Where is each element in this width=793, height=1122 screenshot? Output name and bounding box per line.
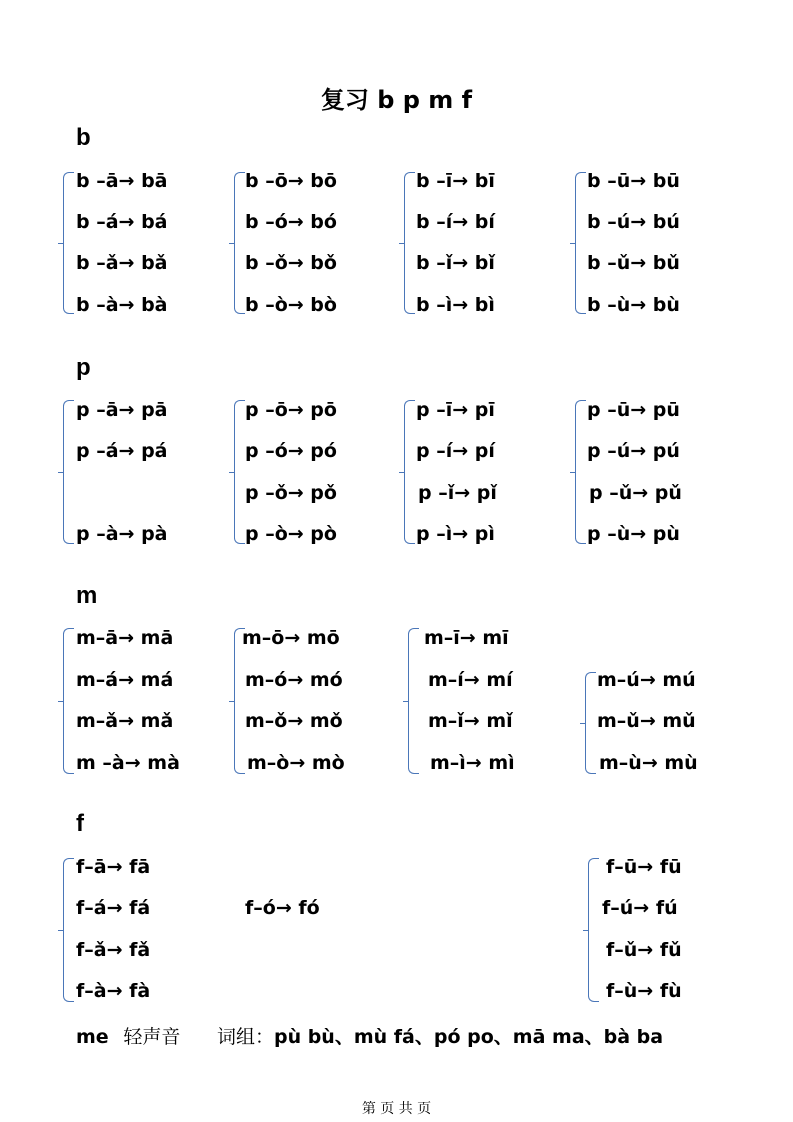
words-label: 词组：: [216, 1026, 274, 1048]
syllable-row: m–ò→ mò: [247, 752, 345, 774]
syllable-row: b –ǒ→ bǒ: [245, 252, 337, 274]
syllable-row: p –ó→ pó: [245, 440, 337, 462]
syllable-row: p –á→ pá: [76, 440, 168, 462]
syllable-row: b –ū→ bū: [587, 170, 680, 192]
syllable-row: m–ì→ mì: [430, 752, 515, 774]
syllable-row: b –ǔ→ bǔ: [587, 252, 680, 274]
bracket: [404, 400, 415, 544]
syllable-row: p –í→ pí: [416, 440, 495, 462]
light-tone-and-words: [76, 1022, 663, 1049]
syllable-row: b –ǎ→ bǎ: [76, 252, 168, 274]
section-label-m: m: [76, 582, 98, 609]
syllable-row: p –ú→ pú: [587, 440, 680, 462]
syllable-row: f–á→ fá: [76, 897, 151, 919]
syllable-row: p –ǐ→ pǐ: [418, 482, 497, 504]
syllable-row: b –ì→ bì: [416, 294, 495, 316]
syllable-row: m–ǎ→ mǎ: [76, 710, 174, 732]
bracket: [234, 628, 245, 774]
syllable-row: p –ō→ pō: [245, 399, 337, 421]
bracket: [408, 628, 419, 774]
bracket: [63, 400, 74, 544]
syllable-row: m–ú→ mú: [597, 669, 696, 691]
syllable-row: m–ī→ mī: [424, 627, 509, 649]
syllable-row: b –ó→ bó: [245, 211, 337, 233]
syllable-row: b –ǐ→ bǐ: [416, 252, 495, 274]
bracket: [575, 172, 586, 314]
syllable-row: f–ú→ fú: [602, 897, 678, 919]
syllable-row: f–ó→ fó: [245, 897, 320, 919]
syllable-row: m–í→ mí: [428, 669, 513, 691]
syllable-row: p –à→ pà: [76, 523, 168, 545]
syllable-row: f–ǔ→ fǔ: [606, 939, 682, 961]
syllable-row: b –ō→ bō: [245, 170, 337, 192]
syllable-row: p –ù→ pù: [587, 523, 680, 545]
syllable-row: b –ā→ bā: [76, 170, 168, 192]
page-number-footer: 第 页 共 页: [361, 1101, 432, 1117]
syllable-row: b –ī→ bī: [416, 170, 495, 192]
bracket: [575, 400, 586, 544]
bracket: [63, 858, 74, 1002]
light-tone-syllable: me: [76, 1026, 109, 1048]
syllable-row: f–à→ fà: [76, 980, 151, 1002]
words-list: pù bù、mù fá、pó po、mā ma、bà ba: [273, 1026, 664, 1048]
bracket: [63, 628, 74, 774]
syllable-row: f–ǎ→ fǎ: [76, 939, 151, 961]
syllable-row: p –ū→ pū: [587, 399, 680, 421]
bracket: [234, 400, 245, 544]
section-label-p: p: [76, 354, 91, 381]
syllable-row: f–ū→ fū: [606, 856, 682, 878]
syllable-row: p –ā→ pā: [76, 399, 168, 421]
page-title: 复习 b p m f: [320, 86, 473, 114]
syllable-row: m–ó→ mó: [245, 669, 343, 691]
syllable-row: m –à→ mà: [76, 752, 180, 774]
syllable-row: f–ā→ fā: [76, 856, 151, 878]
syllable-row: p –ī→ pī: [416, 399, 495, 421]
bracket: [588, 858, 599, 1002]
syllable-row: f–ù→ fù: [606, 980, 682, 1002]
syllable-row: b –à→ bà: [76, 294, 168, 316]
section-label-b: b: [76, 124, 91, 151]
syllable-row: m–ǐ→ mǐ: [428, 710, 513, 732]
syllable-row: b –ú→ bú: [587, 211, 680, 233]
syllable-row: p –ò→ pò: [245, 523, 337, 545]
light-tone-label: 轻声音: [123, 1026, 181, 1048]
bracket: [585, 672, 596, 774]
syllable-row: p –ǒ→ pǒ: [245, 482, 337, 504]
syllable-row: m–á→ má: [76, 669, 174, 691]
syllable-row: b –í→ bí: [416, 211, 495, 233]
syllable-row: b –ò→ bò: [245, 294, 337, 316]
syllable-row: m–ā→ mā: [76, 627, 174, 649]
syllable-row: b –á→ bá: [76, 211, 168, 233]
syllable-row: p –ì→ pì: [416, 523, 495, 545]
bracket: [404, 172, 415, 314]
syllable-row: m–ǒ→ mǒ: [245, 710, 343, 732]
syllable-row: m–ō→ mō: [242, 627, 340, 649]
bracket: [234, 172, 245, 314]
bracket: [63, 172, 74, 314]
syllable-row: m–ù→ mù: [599, 752, 698, 774]
syllable-row: b –ù→ bù: [587, 294, 680, 316]
syllable-row: m–ǔ→ mǔ: [597, 710, 696, 732]
section-label-f: f: [76, 810, 84, 837]
syllable-row: p –ǔ→ pǔ: [589, 482, 682, 504]
